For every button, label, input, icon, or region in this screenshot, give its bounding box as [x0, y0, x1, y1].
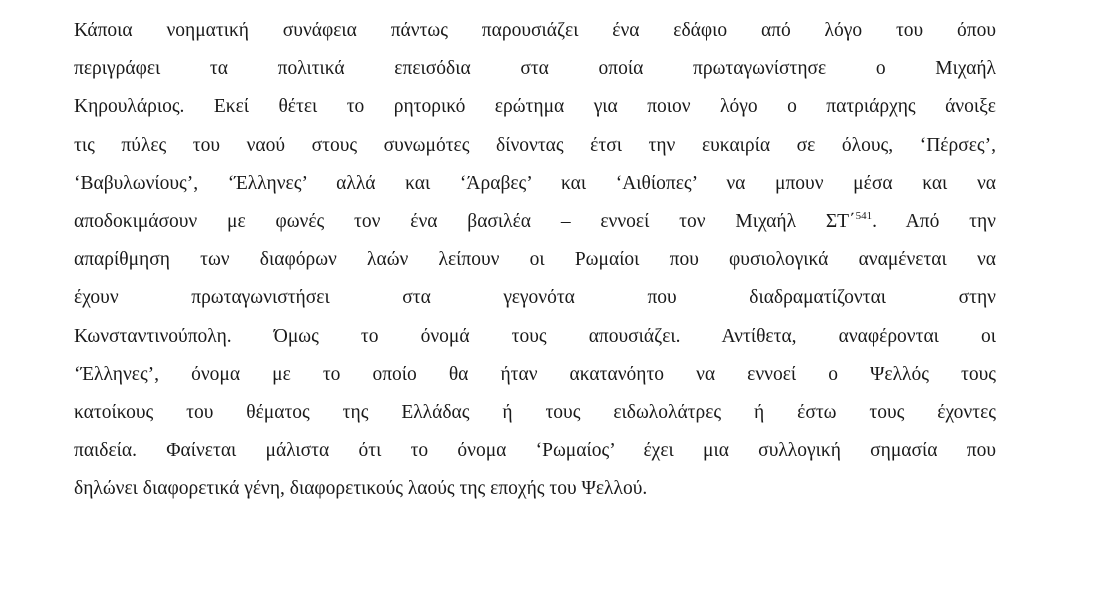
text-segment: αποδοκιμάσουν με φωνές τον ένα βασιλέα – εννοεί τον Μιχαήλ ΣΤ΄ — [74, 210, 856, 232]
text-segment: . Από την — [872, 210, 997, 232]
body-paragraph — [74, 12, 996, 508]
text-line: τις πύλες του ναού στους συνωμότες δίνοντας έτσι την ευκαιρία σε όλους, ‘Πέρσες’, — [74, 134, 996, 156]
text-line: ‘Έλληνες’, όνομα με το οποίο θα ήταν ακατανόητο να εννοεί ο Ψελλός τους — [74, 363, 996, 385]
text-line: περιγράφει τα πολιτικά επεισόδια στα οποία πρωταγωνίστησε ο Μιχαήλ — [74, 58, 996, 80]
text-line: Κηρουλάριος. Εκεί θέτει το ρητορικό ερώτημα για ποιον λόγο ο πατριάρχης άνοιξε — [74, 96, 996, 118]
text-line: δηλώνει διαφορετικά γένη, διαφορετικούς λαούς της εποχής του Ψελλού. — [74, 478, 648, 500]
text-line: έχουν πρωταγωνιστήσει στα γεγονότα που διαδραματίζονται στην — [74, 287, 996, 309]
text-line: ‘Βαβυλωνίους’, ‘Έλληνες’ αλλά και ‘Άραβες’ και ‘Αιθίοπες’ να μπουν μέσα και να — [74, 172, 996, 194]
text-line: απαρίθμηση των διαφόρων λαών λείπουν οι Ρωμαίοι που φυσιολογικά αναμένεται να — [74, 249, 996, 271]
text-line-with-footnote — [74, 203, 996, 241]
text-line: παιδεία. Φαίνεται μάλιστα ότι το όνομα ‘Ρωμαίος’ έχει μια συλλογική σημασία που — [74, 440, 996, 462]
text-line: κατοίκους του θέματος της Ελλάδας ή τους ειδωλολάτρες ή έστω τους έχοντες — [74, 401, 996, 423]
text-line: Κάποια νοηματική συνάφεια πάντως παρουσιάζει ένα εδάφιο από λόγο του όπου — [74, 20, 996, 41]
footnote-marker: 541 — [855, 209, 873, 222]
text-line: Κωνσταντινούπολη. Όμως το όνομά τους απουσιάζει. Αντίθετα, αναφέρονται οι — [74, 325, 996, 347]
